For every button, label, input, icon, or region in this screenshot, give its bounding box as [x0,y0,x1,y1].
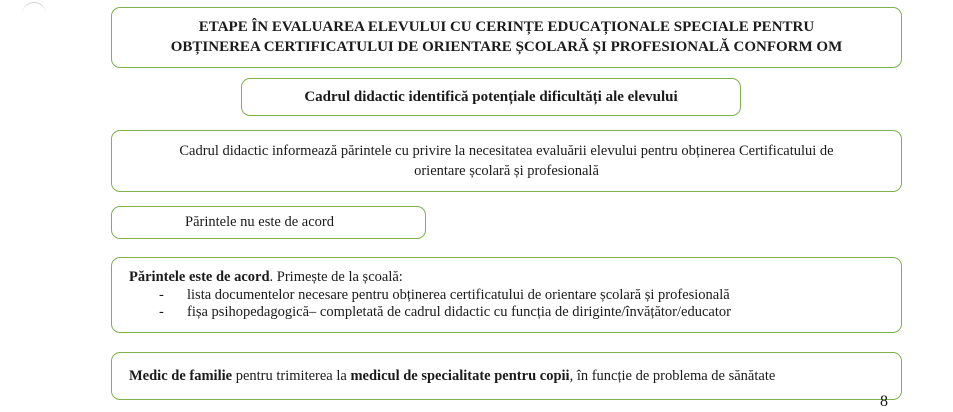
family-doctor-bold: Medic de familie [129,368,233,384]
parent-agrees-rest: . Primește de la școală: [269,269,403,285]
scan-corner-mark [22,2,46,19]
title-line-1: ETAPE ÎN EVALUAREA ELEVULUI CU CERINȚE EDUCAȚIONALE SPECIALE PENTRU [198,19,815,35]
step-parent-disagrees [111,206,426,239]
bullet-item-text: fișa psihopedagogică– completată de cadrul didactic cu funcția de diriginte/învățător/educator [187,304,731,320]
bullet-dash: - [159,286,164,303]
bullet-dash: - [159,304,164,320]
bullet-item-documents-list [129,287,901,305]
bullet-item-text: lista documentelor necesare pentru obținerea certificatului de orientare școlară și profesională [187,286,730,303]
step-family-doctor [111,352,902,400]
step-identify-difficulties [241,78,741,116]
title-box [111,7,902,68]
family-doctor-text-1: pentru trimiterea la [232,368,351,384]
title-line-2: OBȚINEREA CERTIFICATULUI DE ORIENTARE ȘCOLARĂ ȘI PROFESIONALĂ CONFORM OM [170,39,843,55]
page-number: 8 [880,393,888,410]
step-parent-disagrees-text: Părintele nu este de acord [185,214,334,230]
step-parent-agrees-intro [129,269,901,287]
step-parent-agrees [111,257,902,333]
step-inform-parent-line-2: orientare școlară și profesională [414,163,599,179]
parent-agrees-bold: Părintele este de acord [129,269,270,285]
specialist-doctor-bold: medicul de specialitate pentru copii [350,368,570,384]
step-inform-parent [111,130,902,192]
family-doctor-text-2: , în funcție de problema de sănătate [569,368,776,384]
step-inform-parent-line-1: Cadrul didactic informează părintele cu privire la necesitatea evaluării elevului pentru obținerea Certificatului de [179,143,834,159]
step-identify-difficulties-text: Cadrul didactic identifică potențiale dificultăți ale elevului [304,89,678,105]
bullet-item-psychopedagogical-form [129,304,901,322]
